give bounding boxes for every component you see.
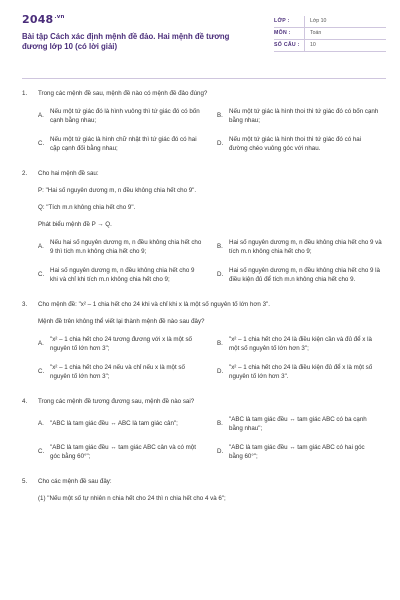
option-label: C. <box>38 368 45 376</box>
option-label: B. <box>217 112 223 120</box>
option-label: B. <box>217 340 223 348</box>
options <box>38 239 386 285</box>
logo-text: 2048 <box>22 13 54 26</box>
option-text: Nếu một tứ giác là hình thoi thì tứ giác đó có hai đường chéo vuông góc với nhau. <box>229 135 362 152</box>
option-text: Nếu một tứ giác là hình thoi thì tứ giác đó có bốn cạnh bằng nhau; <box>229 107 379 124</box>
option-text: Nếu một tứ giác đó là hình vuông thì tứ giác đó có bốn cạnh bằng nhau; <box>50 107 200 124</box>
question-3 <box>22 301 386 382</box>
question-sub-text: Phát biểu mệnh đề P → Q. <box>38 220 112 228</box>
meta-value: Lớp 10 <box>304 16 326 27</box>
option-text: "ABC là tam giác đều ↔ tam giác ABC cân và có một góc bằng 60°"; <box>50 443 196 460</box>
question-text: Cho mệnh đề: "x² – 1 chia hết cho 24 khi và chỉ khi x là một số nguyên tố lớn hơn 3". <box>38 300 270 308</box>
option-a[interactable] <box>38 336 207 354</box>
question-sub-text: Q: "Tích m.n không chia hết cho 9". <box>38 203 136 211</box>
question-number: 5. <box>22 477 28 485</box>
question-5 <box>22 478 386 504</box>
meta-row-subject <box>274 28 386 40</box>
option-label: D. <box>217 448 224 456</box>
options <box>38 108 386 154</box>
document-header <box>22 12 386 68</box>
question-sub-text: (1) "Nếu một số tự nhiên n chia hết cho 24 thì n chia hết cho 4 và 6"; <box>38 494 226 502</box>
option-d[interactable] <box>217 444 386 462</box>
option-c[interactable] <box>38 267 207 285</box>
question-text: Trong các mệnh đề sau, mệnh đề nào có mệnh đề đảo đúng? <box>38 90 208 97</box>
question-4 <box>22 398 386 462</box>
option-d[interactable] <box>217 364 386 382</box>
option-c[interactable] <box>38 136 207 154</box>
option-text: Nếu một tứ giác là hình chữ nhật thì tứ giác đó có hai cặp cạnh đối bằng nhau; <box>50 135 197 152</box>
option-b[interactable] <box>217 416 386 434</box>
option-label: C. <box>38 140 45 148</box>
meta-key: LỚP : <box>274 17 290 24</box>
option-text: Hai số nguyên dương m, n đều không chia hết cho 9 và tích m.n không chia hết cho 9; <box>229 238 382 255</box>
option-label: D. <box>217 140 224 148</box>
meta-row-count <box>274 40 386 52</box>
option-label: A. <box>38 112 44 120</box>
brand-block <box>22 12 232 53</box>
question-1 <box>22 90 386 154</box>
meta-value: 10 <box>304 40 316 51</box>
question-number: 1. <box>22 90 28 97</box>
option-label: A. <box>38 340 44 348</box>
question-text: Cho hai mệnh đề sau: <box>38 169 99 177</box>
option-text: "ABC là tam giác đều ↔ tam giác ABC có ba cạnh bằng nhau"; <box>229 415 367 432</box>
question-text: Trong các mệnh đề tương đương sau, mệnh đề nào sai? <box>38 397 195 405</box>
question-2 <box>22 170 386 285</box>
meta-value: Toán <box>304 28 321 39</box>
option-label: D. <box>217 271 224 279</box>
option-text: "x² – 1 chia hết cho 24 tương đương với x là một số nguyên tố lớn hơn 3"; <box>50 335 193 352</box>
meta-row-class <box>274 16 386 28</box>
option-text: Hai số nguyên dương m, n đều không chia hết cho 9 là điều kiện đủ để tích m.n không chia hết cho 9. <box>229 266 380 283</box>
question-sub-text: P: "Hai số nguyên dương m, n đều không chia hết cho 9". <box>38 186 197 194</box>
option-label: A. <box>38 243 44 251</box>
option-d[interactable] <box>217 136 386 154</box>
question-number: 4. <box>22 397 28 405</box>
option-text: "x² – 1 chia hết cho 24 nếu và chỉ nếu x là một số nguyên tố lớn hơn 3"; <box>50 363 185 380</box>
option-b[interactable] <box>217 336 386 354</box>
option-b[interactable] <box>217 239 386 257</box>
header-divider <box>22 78 386 79</box>
option-c[interactable] <box>38 364 207 382</box>
option-text: "ABC là tam giác đều ↔ ABC là tam giác cân"; <box>50 420 178 428</box>
option-label: A. <box>38 420 44 428</box>
question-number: 2. <box>22 169 28 177</box>
meta-table <box>274 16 386 52</box>
option-text: Hai số nguyên dương m, n đều không chia hết cho 9 khi và chỉ khi tích m.n không chia hết cho 9; <box>50 266 195 283</box>
options <box>38 336 386 382</box>
site-logo[interactable] <box>22 12 232 28</box>
question-sub-text: Mệnh đề trên không thể viết lại thành mệnh đề nào sau đây? <box>38 317 205 325</box>
option-text: Nếu hai số nguyên dương m, n đều không chia hết cho 9 thì tích m.n không chia hết cho 9; <box>50 238 202 255</box>
option-d[interactable] <box>217 267 386 285</box>
option-label: D. <box>217 368 224 376</box>
option-label: C. <box>38 448 45 456</box>
document-title: Bài tập Cách xác định mệnh đề đảo. Hai mệnh đề tương đương lớp 10 (có lời giải) <box>22 31 230 52</box>
meta-key: SỐ CÂU : <box>274 41 300 48</box>
meta-key: MÔN : <box>274 29 291 36</box>
option-label: B. <box>217 420 223 428</box>
option-a[interactable] <box>38 108 207 126</box>
question-text: Cho các mệnh đề sau đây: <box>38 477 112 485</box>
option-c[interactable] <box>38 444 207 462</box>
option-a[interactable] <box>38 416 207 434</box>
options <box>38 416 386 462</box>
question-number: 3. <box>22 300 28 308</box>
option-text: "ABC là tam giác đều ↔ tam giác ABC có hai góc bằng 60°"; <box>229 443 365 460</box>
option-text: "x² – 1 chia hết cho 24 là điều kiện đủ để x là một số nguyên tố lớn hơn 3". <box>229 363 373 380</box>
logo-suffix: .vn <box>54 14 65 21</box>
option-label: C. <box>38 271 45 279</box>
option-a[interactable] <box>38 239 207 257</box>
option-label: B. <box>217 243 223 251</box>
option-text: "x² – 1 chia hết cho 24 là điều kiện cần và đủ để x là một số nguyên tố lớn hơn 3"; <box>229 335 372 352</box>
option-b[interactable] <box>217 108 386 126</box>
